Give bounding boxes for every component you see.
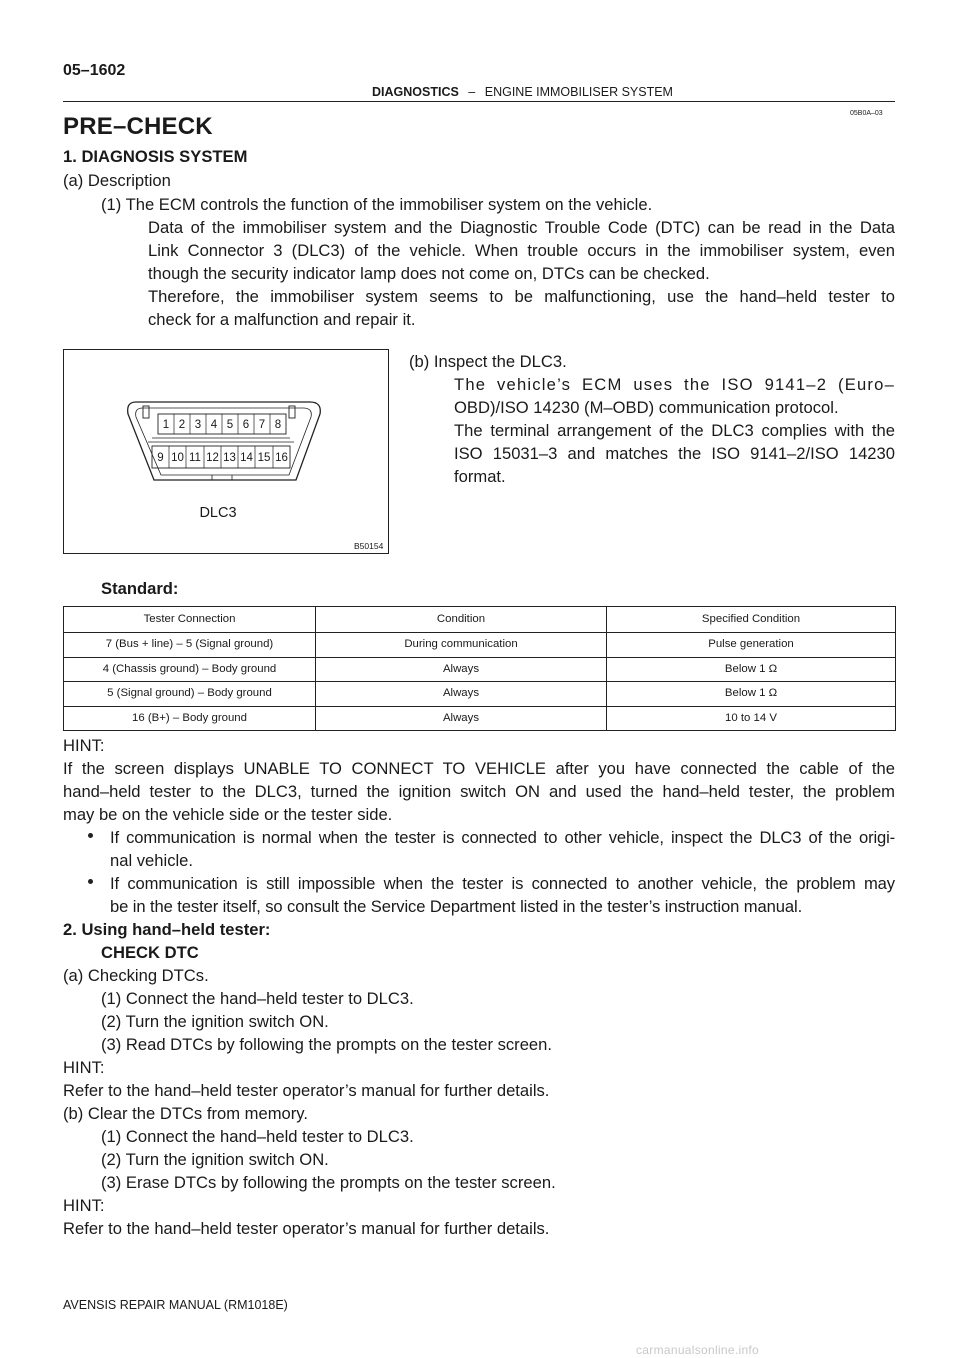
table-cell: Always — [316, 682, 607, 707]
table-cell: 4 (Chassis ground) – Body ground — [64, 657, 316, 682]
hint-text: If the screen displays UNABLE TO CONNECT TO VEHICLE after you have connected the cable of the — [63, 759, 895, 778]
paragraph-line: format. — [454, 467, 506, 486]
bullet-text: If communication is still impossible when the tester is connected to another vehicle, the problem may — [110, 874, 895, 893]
table-cell: 7 (Bus + line) – 5 (Signal ground) — [64, 633, 316, 658]
step-item: (3) Erase DTCs by following the prompts on the tester screen. — [101, 1173, 556, 1192]
table-cell: Always — [316, 706, 607, 731]
pin-label-bottom: 15 — [257, 452, 271, 464]
table-header-row — [64, 607, 896, 633]
table-cell: Below 1 Ω — [607, 682, 896, 707]
paragraph-line: The vehicle’s ECM uses the ISO 9141–2 (Euro– — [454, 375, 895, 394]
pin-label-bottom: 14 — [240, 452, 253, 464]
section-1-heading: 1. DIAGNOSIS SYSTEM — [63, 147, 248, 166]
paragraph-line: though the security indicator lamp does not come on, DTCs can be checked. — [148, 264, 710, 283]
step-a1-text: (1) The ECM controls the function of the immobiliser system on the vehicle. — [101, 195, 653, 214]
hint-label: HINT: — [63, 736, 105, 755]
header-subsection: ENGINE IMMOBILISER SYSTEM — [484, 85, 673, 99]
table-row — [64, 682, 896, 707]
footer: AVENSIS REPAIR MANUAL (RM1018E) — [63, 1298, 288, 1312]
step-item: (2) Turn the ignition switch ON. — [101, 1012, 329, 1031]
bullet-icon — [88, 833, 93, 838]
pin-label-top: 2 — [178, 419, 186, 431]
hint-text: hand–held tester to the DLC3, turned the ignition switch ON and used the hand–held tester, the problem — [63, 782, 895, 801]
pin-label-top: 4 — [210, 419, 218, 431]
paragraph-line: check for a malfunction and repair it. — [148, 310, 416, 329]
table-header-cell: Condition — [316, 607, 607, 633]
paragraph-line: Therefore, the immobiliser system seems to be malfunctioning, use the hand–held tester to — [148, 287, 895, 306]
spec-table — [63, 606, 896, 731]
paragraph-line: Link Connector 3 (DLC3) of the vehicle. When trouble occurs in the immobiliser system, even — [148, 241, 895, 260]
pin-label-top: 1 — [162, 419, 170, 431]
table-cell: During communication — [316, 633, 607, 658]
bullet-text: be in the tester itself, so consult the Service Department listed in the tester’s instruction manual. — [110, 897, 803, 916]
header-rule — [63, 101, 895, 102]
paragraph-line: The terminal arrangement of the DLC3 complies with the — [454, 421, 895, 440]
table-row — [64, 706, 896, 731]
pin-label-top: 3 — [194, 419, 202, 431]
header-section: DIAGNOSTICS — [372, 85, 459, 99]
table-header-cell: Tester Connection — [64, 607, 316, 633]
pin-label-bottom: 10 — [171, 452, 184, 464]
dlc3-figure — [63, 349, 389, 554]
dlc3-connector-diagram — [64, 350, 390, 555]
table-cell: 5 (Signal ground) – Body ground — [64, 682, 316, 707]
bullet-text: nal vehicle. — [110, 851, 194, 870]
figure-label: DLC3 — [199, 505, 237, 521]
page-number: 05–1602 — [63, 62, 126, 79]
table-cell: 10 to 14 V — [607, 706, 896, 731]
bullet-text: If communication is normal when the tester is connected to other vehicle, inspect the DLC3 of the origi- — [110, 828, 895, 847]
pin-label-bottom: 13 — [223, 452, 236, 464]
hint-text: may be on the vehicle side or the tester side. — [63, 805, 393, 824]
table-cell: 16 (B+) – Body ground — [64, 706, 316, 731]
table-cell: Pulse generation — [607, 633, 896, 658]
pin-label-bottom: 16 — [275, 452, 288, 464]
hint-text: Refer to the hand–held tester operator’s manual for further details. — [63, 1081, 550, 1100]
step-item: (3) Read DTCs by following the prompts on the tester screen. — [101, 1035, 552, 1054]
step-item: (1) Connect the hand–held tester to DLC3. — [101, 989, 414, 1008]
pin-label-bottom: 9 — [157, 452, 164, 464]
section-2-heading: 2. Using hand–held tester: — [63, 920, 271, 939]
table-row — [64, 633, 896, 658]
hint-label: HINT: — [63, 1196, 105, 1215]
pin-label-top: 7 — [258, 419, 266, 431]
doc-code: 05B0A–03 — [850, 110, 883, 117]
paragraph-line: Data of the immobiliser system and the Diagnostic Trouble Code (DTC) can be read in the Data — [148, 218, 895, 237]
page-title: PRE–CHECK — [63, 113, 213, 140]
step-b-label: (b) Clear the DTCs from memory. — [63, 1104, 308, 1123]
table-cell: Below 1 Ω — [607, 657, 896, 682]
table-cell: Always — [316, 657, 607, 682]
hint-label: HINT: — [63, 1058, 105, 1077]
pin-label-bottom: 12 — [206, 452, 219, 464]
section-2-subheading: CHECK DTC — [101, 943, 199, 962]
pin-label-bottom: 11 — [189, 452, 201, 464]
hint-text: Refer to the hand–held tester operator’s manual for further details. — [63, 1219, 550, 1238]
step-item: (2) Turn the ignition switch ON. — [101, 1150, 329, 1169]
running-header — [372, 85, 673, 99]
paragraph-line: ISO 15031–3 and matches the ISO 9141–2/ISO 14230 — [454, 444, 895, 463]
step-item: (1) Connect the hand–held tester to DLC3. — [101, 1127, 414, 1146]
step-a-label: (a) Description — [63, 171, 171, 190]
table-header-cell: Specified Condition — [607, 607, 896, 633]
bullet-icon — [88, 879, 93, 884]
pin-label-top: 5 — [226, 419, 234, 431]
header-separator: – — [468, 85, 476, 99]
step-b-label: (b) Inspect the DLC3. — [409, 352, 567, 371]
paragraph-line: OBD)/ISO 14230 (M–OBD) communication protocol. — [454, 398, 839, 417]
watermark: carmanualsonline.info — [636, 1343, 760, 1357]
table-row — [64, 657, 896, 682]
pin-label-top: 8 — [274, 419, 282, 431]
figure-code: B50154 — [354, 541, 384, 551]
step-a-label: (a) Checking DTCs. — [63, 966, 209, 985]
standard-label: Standard: — [101, 579, 179, 598]
pin-label-top: 6 — [242, 419, 250, 431]
